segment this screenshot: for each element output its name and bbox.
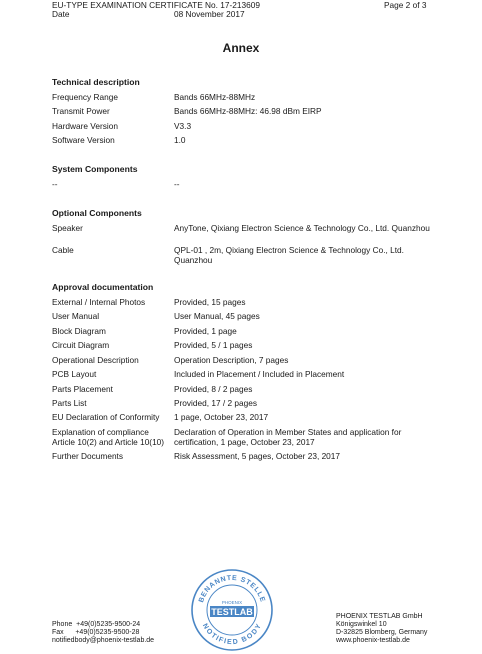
footer-company: PHOENIX TESTLAB GmbH: [336, 613, 423, 620]
row-label: Hardware Version: [52, 121, 118, 131]
row-label: Parts List: [52, 398, 87, 408]
row-value: AnyTone, Qixiang Electron Science & Technology Co., Ltd. Quanzhou: [174, 223, 430, 233]
date-value: 08 November 2017: [174, 9, 245, 19]
certificate-title: EU-TYPE EXAMINATION CERTIFICATE No. 17-213609: [52, 0, 260, 10]
row-label: Speaker: [52, 223, 83, 233]
footer-fax: Fax +49(0)5235-9500-28: [52, 629, 140, 636]
row-label: EU Declaration of Conformity: [52, 412, 160, 422]
footer-street: Königswinkel 10: [336, 621, 387, 628]
row-label: Further Documents: [52, 451, 124, 461]
row-label: Transmit Power: [52, 106, 110, 116]
row-label: External / Internal Photos: [52, 297, 146, 307]
footer-address: [336, 613, 476, 645]
row-value: Provided, 1 page: [174, 326, 237, 336]
footer-contact: [52, 621, 192, 645]
section-title-approval: Approval documentation: [52, 282, 154, 292]
row-value: 1.0: [174, 135, 186, 145]
row-label: Cable: [52, 245, 74, 255]
row-value: Bands 66MHz-88MHz: 46.98 dBm EIRP: [174, 106, 322, 116]
page-number: Page 2 of 3: [384, 0, 427, 10]
row-label: User Manual: [52, 311, 100, 321]
row-label: --: [52, 179, 58, 189]
row-value: QPL-01 , 2m, Qixiang Electron Science & Technology Co., Ltd. Quanzhou: [174, 245, 404, 265]
section-title-optional: Optional Components: [52, 208, 142, 218]
seal-icon: [190, 568, 274, 652]
row-value: Bands 66MHz-88MHz: [174, 92, 256, 102]
row-value: Declaration of Operation in Member States and application for certification, 1 page, October 23, 2017: [174, 427, 402, 447]
row-label: Software Version: [52, 135, 115, 145]
seal-bottom-text: NOTIFIED BODY: [200, 622, 264, 647]
date-label: Date: [52, 9, 70, 19]
row-value: Provided, 17 / 2 pages: [174, 398, 258, 408]
row-label: Parts Placement: [52, 384, 113, 394]
row-value: Provided, 8 / 2 pages: [174, 384, 253, 394]
row-value: User Manual, 45 pages: [174, 311, 260, 321]
row-value: Included in Placement / Included in Placement: [174, 369, 345, 379]
row-label: Explanation of compliance Article 10(2) and Article 10(10): [52, 427, 165, 447]
footer-city: D-32825 Blomberg, Germany: [336, 629, 428, 636]
footer-email: notifiedbody@phoenix-testlab.de: [52, 637, 155, 644]
row-value: Provided, 15 pages: [174, 297, 246, 307]
row-value: Risk Assessment, 5 pages, October 23, 2017: [174, 451, 341, 461]
row-label: Frequency Range: [52, 92, 118, 102]
row-label: PCB Layout: [52, 369, 97, 379]
row-label: Circuit Diagram: [52, 340, 110, 350]
notified-body-seal: [190, 568, 274, 652]
seal-top-text: BENANNTE STELLE: [197, 574, 267, 604]
page-heading: Annex: [222, 41, 260, 55]
row-value: V3.3: [174, 121, 192, 131]
row-value: Operation Description, 7 pages: [174, 355, 289, 365]
row-label: Operational Description: [52, 355, 139, 365]
section-title-technical: Technical description: [52, 77, 140, 87]
footer-phone: Phone +49(0)5235-9500-24: [52, 621, 141, 628]
footer-web: www.phoenix-testlab.de: [336, 637, 410, 644]
row-label: Block Diagram: [52, 326, 106, 336]
row-value: --: [174, 179, 180, 189]
seal-brand: TESTLAB: [211, 607, 253, 617]
section-title-system: System Components: [52, 164, 138, 174]
seal-small-text: PHOENIX: [221, 600, 243, 605]
row-value: 1 page, October 23, 2017: [174, 412, 269, 422]
row-value: Provided, 5 / 1 pages: [174, 340, 253, 350]
